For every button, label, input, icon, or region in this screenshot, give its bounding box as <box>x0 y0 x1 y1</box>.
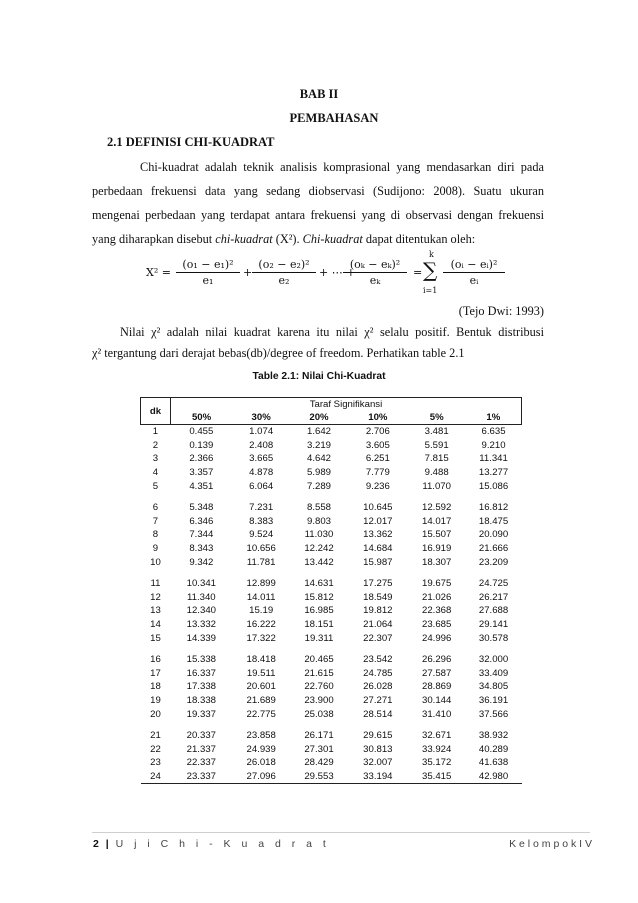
value-cell: 24.939 <box>246 743 276 755</box>
value-cell: 29.553 <box>290 770 348 784</box>
value-cell: 14.684 <box>363 543 393 555</box>
dk-cell: 23 <box>150 757 161 769</box>
group-spacer <box>141 493 522 501</box>
table-row <box>141 555 522 569</box>
table-header-row-2 <box>141 410 522 424</box>
chapter-label: BAB II <box>299 87 339 101</box>
value-cell: 28.869 <box>422 681 452 693</box>
value-cell: 3.481 <box>424 426 449 438</box>
value-cell: 29.615 <box>363 730 393 742</box>
value-cell: 9.803 <box>306 515 331 527</box>
table-row <box>141 591 522 605</box>
value-cell: 18.475 <box>478 515 509 527</box>
value-cell: 2.706 <box>365 426 390 438</box>
value-cell: 1.642 <box>306 426 331 438</box>
value-cell: 18.418 <box>246 654 276 666</box>
value-cell: 0.455 <box>189 426 214 438</box>
table-row <box>141 729 522 743</box>
value-cell: 27.301 <box>304 743 334 755</box>
value-cell: 12.017 <box>363 515 393 527</box>
dk-cell: 21 <box>150 730 161 742</box>
dk-header: dk <box>141 398 171 425</box>
dk-cell: 18 <box>150 681 161 693</box>
value-cell: 24.725 <box>478 578 509 590</box>
dk-cell: 24 <box>141 770 171 784</box>
value-cell: 41.638 <box>478 757 509 769</box>
value-cell: 9.342 <box>189 556 214 568</box>
value-cell: 12.242 <box>304 543 334 555</box>
dk-cell: 2 <box>152 439 159 451</box>
value-cell: 30.813 <box>363 743 393 755</box>
table-row <box>141 528 522 542</box>
value-cell: 42.980 <box>466 770 522 784</box>
chi-square-table <box>140 397 522 784</box>
value-cell: 12.340 <box>186 605 216 617</box>
table-row <box>141 577 522 591</box>
table-row <box>141 439 522 453</box>
value-cell: 22.368 <box>422 605 452 617</box>
column-header: 5% <box>408 410 466 424</box>
page-number: 2 <box>93 838 99 850</box>
dk-cell: 7 <box>152 515 159 527</box>
value-cell: 22.760 <box>304 681 334 693</box>
column-header: 50% <box>170 410 232 424</box>
value-cell: 10.656 <box>246 543 276 555</box>
dk-cell: 12 <box>150 591 161 603</box>
value-cell: 26.296 <box>422 654 452 666</box>
value-cell: 11.340 <box>187 591 216 603</box>
table-header <box>141 398 522 425</box>
table-row <box>141 756 522 770</box>
formula-term-3: (oₖ − eₖ)² eₖ <box>343 258 407 287</box>
dk-cell: 22 <box>150 743 161 755</box>
value-cell: 17.275 <box>363 578 393 590</box>
value-cell: 30.144 <box>422 694 452 706</box>
value-cell: 26.018 <box>246 757 276 769</box>
value-cell: 20.601 <box>246 681 276 693</box>
value-cell: 20.337 <box>186 730 216 742</box>
value-cell: 27.587 <box>422 667 452 679</box>
formula-term-4: (oᵢ − eᵢ)² eᵢ <box>443 258 505 287</box>
column-header: 1% <box>466 410 522 424</box>
value-cell: 38.932 <box>478 730 509 742</box>
value-cell: 3.665 <box>249 453 274 465</box>
table-row <box>141 466 522 480</box>
value-cell: 36.191 <box>478 694 509 706</box>
paragraph-2-line-2: χ² tergantung dari derajat bebas(db)/degree of freedom. Perhatikan table 2.1 <box>92 346 465 360</box>
value-cell: 31.410 <box>422 708 452 720</box>
table-row <box>141 501 522 515</box>
value-cell: 8.558 <box>306 502 331 514</box>
chi-square-formula: X² = (o₁ − e₁)² e₁ + (o₂ − e₂)² e₂ + ⋯ + (oₖ − eₖ)² eₖ = k ∑ i=1 (oᵢ − eᵢ)² eᵢ <box>0 258 638 304</box>
value-cell: 22.307 <box>363 632 393 644</box>
dk-cell: 17 <box>150 667 161 679</box>
value-cell: 21.064 <box>363 619 393 631</box>
group-spacer <box>141 645 522 653</box>
value-cell: 9.210 <box>481 439 506 451</box>
value-cell: 16.985 <box>304 605 334 617</box>
value-cell: 3.605 <box>365 439 390 451</box>
table-row <box>141 515 522 529</box>
value-cell: 10.645 <box>363 502 393 514</box>
value-cell: 17.338 <box>186 681 216 693</box>
value-cell: 17.322 <box>246 632 276 644</box>
value-cell: 6.346 <box>189 515 214 527</box>
value-cell: 18.549 <box>363 591 393 603</box>
value-cell: 9.524 <box>249 529 274 541</box>
value-cell: 16.919 <box>422 543 452 555</box>
value-cell: 19.675 <box>422 578 452 590</box>
value-cell: 21.615 <box>304 667 334 679</box>
value-cell: 9.488 <box>424 467 449 479</box>
value-cell: 15.086 <box>478 480 509 492</box>
value-cell: 23.542 <box>363 654 393 666</box>
value-cell: 9.236 <box>365 480 390 492</box>
value-cell: 19.511 <box>246 667 276 679</box>
dk-cell: 11 <box>150 578 161 590</box>
value-cell: 8.343 <box>189 543 214 555</box>
value-cell: 19.311 <box>304 632 334 644</box>
value-cell: 26.171 <box>304 730 334 742</box>
value-cell: 13.362 <box>363 529 393 541</box>
value-cell: 15.507 <box>422 529 452 541</box>
dk-cell: 16 <box>150 654 161 666</box>
value-cell: 20.090 <box>478 529 509 541</box>
value-cell: 8.383 <box>249 515 274 527</box>
value-cell: 7.779 <box>365 467 390 479</box>
summation-icon: ∑ <box>423 258 438 282</box>
value-cell: 32.671 <box>422 730 452 742</box>
value-cell: 35.172 <box>422 757 452 769</box>
value-cell: 26.217 <box>478 591 509 603</box>
value-cell: 6.064 <box>249 480 274 492</box>
table-row <box>141 680 522 694</box>
value-cell: 4.642 <box>306 453 331 465</box>
value-cell: 12.592 <box>422 502 452 514</box>
column-header: 20% <box>290 410 348 424</box>
dk-cell: 3 <box>152 453 159 465</box>
value-cell: 18.151 <box>304 619 334 631</box>
footer-right: K e l o m p o k I V <box>509 838 592 850</box>
table-row <box>141 479 522 493</box>
chapter-title: PEMBAHASAN <box>289 111 379 125</box>
table-row <box>141 653 522 667</box>
value-cell: 23.900 <box>304 694 334 706</box>
value-cell: 4.351 <box>189 480 214 492</box>
value-cell: 33.409 <box>478 667 509 679</box>
value-cell: 6.635 <box>481 426 506 438</box>
value-cell: 18.307 <box>422 556 452 568</box>
column-header: 30% <box>232 410 290 424</box>
table-row <box>141 425 522 439</box>
value-cell: 16.812 <box>478 502 509 514</box>
value-cell: 23.337 <box>170 770 232 784</box>
dk-cell: 14 <box>150 619 161 631</box>
citation: (Tejo Dwi: 1993) <box>458 304 544 318</box>
value-cell: 13.332 <box>186 619 216 631</box>
table-row <box>141 707 522 721</box>
value-cell: 13.442 <box>304 556 334 568</box>
paragraph-1-line-2: perbedaan frekuensi data yang sedang diobservasi (Sudijono: 2008). Suatu ukuran <box>92 184 544 198</box>
value-cell: 19.812 <box>363 605 393 617</box>
group-header: Taraf Signifikansi <box>170 398 521 411</box>
value-cell: 7.231 <box>249 502 274 514</box>
value-cell: 34.805 <box>478 681 509 693</box>
value-cell: 11.781 <box>246 556 276 568</box>
value-cell: 40.289 <box>478 743 509 755</box>
dk-cell: 6 <box>152 502 159 514</box>
value-cell: 16.337 <box>186 667 216 679</box>
value-cell: 22.337 <box>186 757 216 769</box>
value-cell: 37.566 <box>478 708 509 720</box>
value-cell: 26.028 <box>363 681 393 693</box>
value-cell: 27.271 <box>363 694 393 706</box>
value-cell: 21.666 <box>478 543 509 555</box>
group-spacer <box>141 721 522 729</box>
value-cell: 3.219 <box>306 439 331 451</box>
value-cell: 5.989 <box>306 467 331 479</box>
value-cell: 29.141 <box>478 619 509 631</box>
dk-cell: 19 <box>150 694 161 706</box>
value-cell: 33.194 <box>348 770 408 784</box>
value-cell: 24.996 <box>422 632 452 644</box>
value-cell: 11.070 <box>422 480 451 492</box>
value-cell: 1.074 <box>249 426 274 438</box>
column-header: 10% <box>348 410 408 424</box>
dk-cell: 10 <box>150 556 161 568</box>
table-grid <box>140 397 522 784</box>
value-cell: 7.344 <box>189 529 214 541</box>
value-cell: 14.631 <box>304 578 334 590</box>
value-cell: 20.465 <box>304 654 334 666</box>
table-row <box>141 770 522 784</box>
value-cell: 28.514 <box>363 708 393 720</box>
table-caption: Table 2.1: Nilai Chi-Kuadrat <box>252 371 386 382</box>
dk-cell: 5 <box>152 480 159 492</box>
table-row <box>141 742 522 756</box>
table-row <box>141 631 522 645</box>
value-cell: 21.026 <box>422 591 452 603</box>
dk-cell: 8 <box>152 529 159 541</box>
value-cell: 0.139 <box>189 439 214 451</box>
dk-cell: 15 <box>150 632 161 644</box>
footer-rule <box>92 832 590 833</box>
table-row <box>141 694 522 708</box>
value-cell: 10.341 <box>186 578 216 590</box>
value-cell: 30.578 <box>478 632 509 644</box>
value-cell: 5.591 <box>424 439 449 451</box>
value-cell: 24.785 <box>363 667 393 679</box>
value-cell: 14.339 <box>186 632 216 644</box>
value-cell: 13.277 <box>478 467 509 479</box>
table-body <box>141 425 522 784</box>
value-cell: 3.357 <box>189 467 214 479</box>
dk-cell: 9 <box>152 543 159 555</box>
value-cell: 23.858 <box>246 730 276 742</box>
value-cell: 32.007 <box>363 757 393 769</box>
value-cell: 27.688 <box>478 605 509 617</box>
value-cell: 12.899 <box>246 578 276 590</box>
table-row <box>141 452 522 466</box>
value-cell: 19.337 <box>186 708 216 720</box>
footer-left: 2 | U j i C h i - K u a d r a t <box>93 838 330 850</box>
value-cell: 21.337 <box>186 743 216 755</box>
dk-cell: 4 <box>152 467 159 479</box>
paragraph-2-line-1: Nilai χ² adalah nilai kuadrat karena itu nilai χ² selalu positif. Bentuk distribusi <box>120 325 544 339</box>
table-row <box>141 618 522 632</box>
value-cell: 2.408 <box>249 439 274 451</box>
value-cell: 15.338 <box>186 654 216 666</box>
dk-cell: 1 <box>152 426 159 438</box>
value-cell: 33.924 <box>422 743 452 755</box>
value-cell: 21.689 <box>246 694 276 706</box>
value-cell: 23.685 <box>422 619 452 631</box>
value-cell: 14.017 <box>422 515 452 527</box>
dk-cell: 13 <box>150 605 161 617</box>
dk-cell: 20 <box>150 708 161 720</box>
paragraph-1-line-3: mengenai perbedaan yang terdapat antara frekuensi yang di observasi dengan frekuensi <box>92 208 544 222</box>
value-cell: 32.000 <box>478 654 509 666</box>
value-cell: 25.038 <box>304 708 334 720</box>
table-row <box>141 667 522 681</box>
value-cell: 28.429 <box>304 757 334 769</box>
value-cell: 6.251 <box>365 453 390 465</box>
table-header-row-1 <box>141 398 522 411</box>
value-cell: 15.812 <box>304 591 334 603</box>
value-cell: 11.030 <box>304 529 334 541</box>
formula-term-2: (o₂ − e₂)² e₂ <box>252 258 316 287</box>
value-cell: 27.096 <box>232 770 290 784</box>
value-cell: 4.878 <box>249 467 274 479</box>
value-cell: 2.366 <box>189 453 214 465</box>
table-row <box>141 542 522 556</box>
group-spacer <box>141 569 522 577</box>
value-cell: 15.19 <box>249 605 274 617</box>
value-cell: 5.348 <box>189 502 214 514</box>
value-cell: 18.338 <box>186 694 216 706</box>
value-cell: 7.289 <box>306 480 331 492</box>
value-cell: 11.341 <box>479 453 508 465</box>
value-cell: 35.415 <box>408 770 466 784</box>
value-cell: 7.815 <box>424 453 449 465</box>
value-cell: 23.209 <box>478 556 509 568</box>
section-title: 2.1 DEFINISI CHI-KUADRAT <box>107 135 275 149</box>
value-cell: 16.222 <box>246 619 276 631</box>
formula-term-1: (o₁ − e₁)² e₁ <box>176 258 240 287</box>
paragraph-1-line-1: Chi-kuadrat adalah teknik analisis komprasional yang mendasarkan diri pada <box>140 160 544 174</box>
value-cell: 15.987 <box>363 556 393 568</box>
value-cell: 22.775 <box>246 708 276 720</box>
table-row <box>141 604 522 618</box>
paragraph-1-line-4: yang diharapkan disebut chi-kuadrat (X²). Chi-kuadrat dapat ditentukan oleh: <box>92 232 476 246</box>
value-cell: 14.011 <box>246 591 276 603</box>
